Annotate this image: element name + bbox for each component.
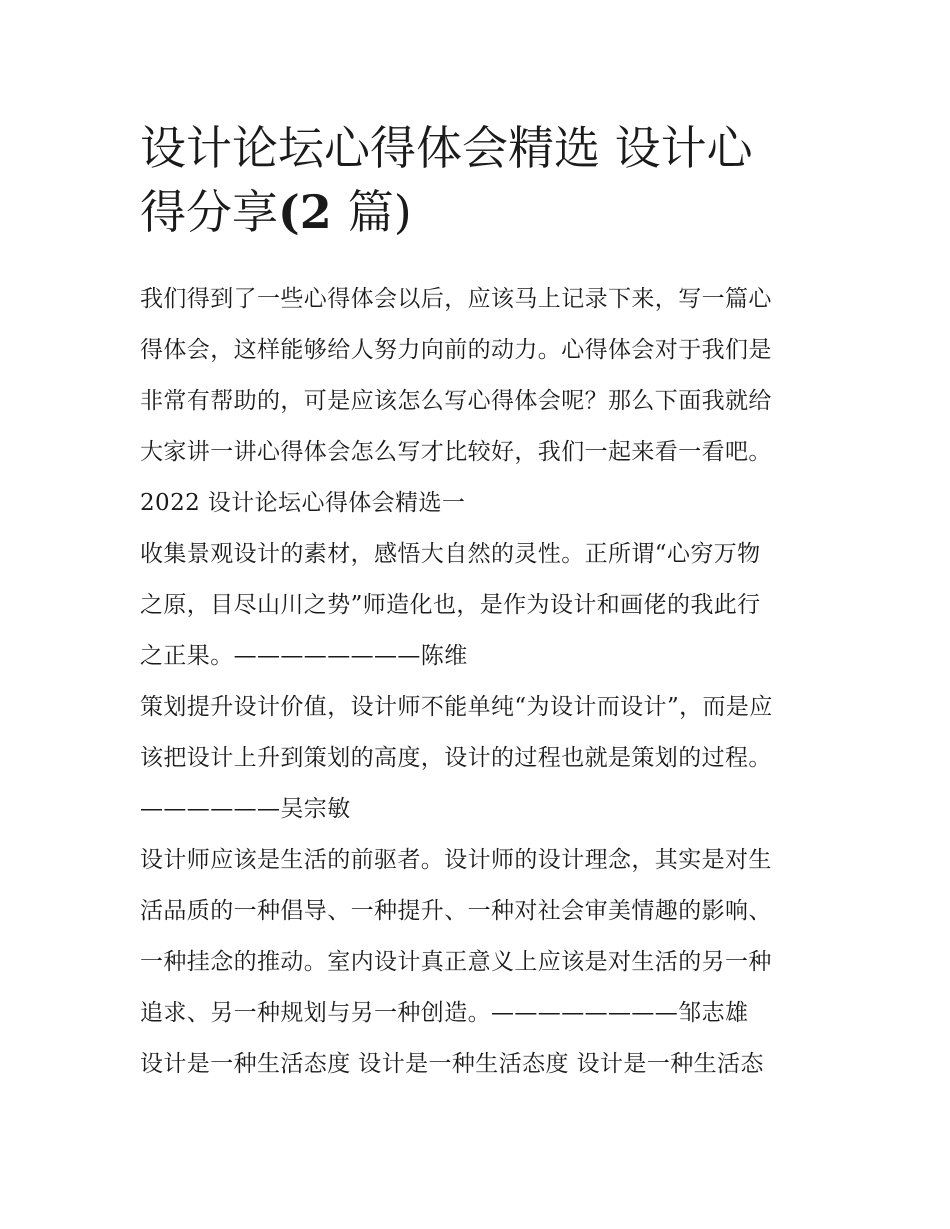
document-body [140,274,820,1090]
body-line: 我们得到了一些心得体会以后，应该马上记录下来，写一篇心 [140,286,772,312]
body-line: 策划提升设计价值，设计师不能单纯“为设计而设计”，而是应 [140,694,773,720]
quote-attribution-line: 之正果。————————陈维 [140,643,468,669]
body-line: 之原，目尽山川之势”师造化也，是作为设计和画佬的我此行 [140,592,761,618]
section-heading: 2022 设计论坛心得体会精选一 [140,490,466,516]
body-line: 一种挂念的推动。室内设计真正意义上应该是对生活的另一种 [140,949,772,975]
body-line: 该把设计上升到策划的高度，设计的过程也就是策划的过程。 [140,745,772,771]
title-line-2-prefix: 得分享 [140,185,278,239]
title-line-1: 设计论坛心得体会精选 设计心 [140,121,753,175]
body-line: 非常有帮助的，可是应该怎么写心得体会呢？那么下面我就给 [140,388,772,414]
body-line: 活品质的一种倡导、一种提升、一种对社会审美情趣的影响、 [140,898,772,924]
body-line: 设计是一种生活态度 设计是一种生活态度 设计是一种生活态 [140,1051,764,1077]
document-title [140,116,820,244]
body-line: 收集景观设计的素材，感悟大自然的灵性。正所谓“心穷万物 [140,541,761,567]
body-line: 得体会，这样能够给人努力向前的动力。心得体会对于我们是 [140,337,772,363]
title-line-2-suffix: 篇) [347,185,412,239]
body-line: 大家讲一讲心得体会怎么写才比较好，我们一起来看一看吧。 [140,439,772,465]
quote-attribution-line: ——————吴宗敏 [140,796,351,822]
title-line-2-count: (2 [278,185,348,239]
quote-attribution-line: 追求、另一种规划与另一种创造。————————邹志雄 [140,1000,749,1026]
body-line: 设计师应该是生活的前驱者。设计师的设计理念，其实是对生 [140,847,772,873]
